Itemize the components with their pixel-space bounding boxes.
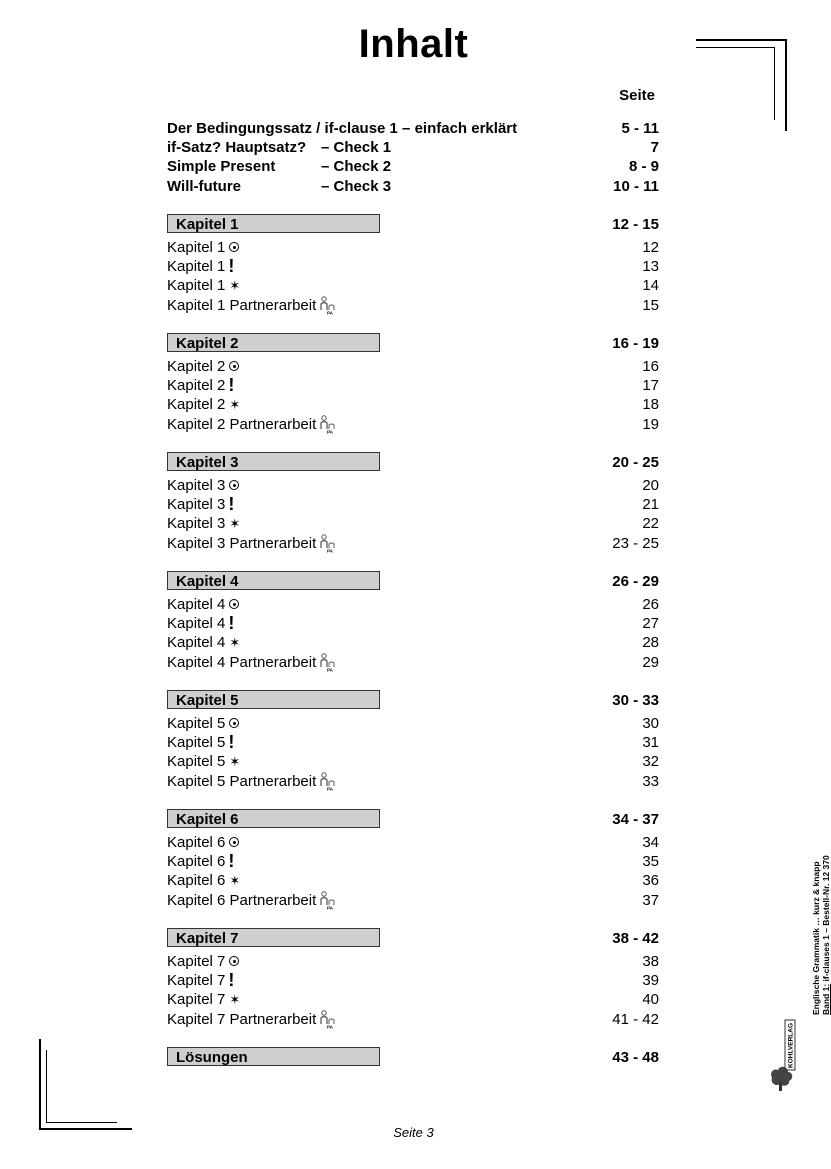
partner-work-icon (319, 534, 335, 553)
chapter-item-label-wrap (167, 714, 239, 733)
sidebar-series-title: Englische Grammatik … kurz & knapp (811, 861, 821, 1015)
target-icon (229, 599, 239, 609)
chapter-item-label: Kapitel 2 (167, 358, 226, 375)
chapter-item-page: 28 (642, 634, 659, 652)
chapter-item-label-wrap (167, 1010, 335, 1029)
chapter-page-range: 26 - 29 (612, 573, 659, 590)
chapter-item (167, 733, 659, 752)
chapter-item (167, 395, 659, 414)
chapter-item-label: Kapitel 7 (167, 953, 226, 970)
chapter-item-label: Kapitel 1 (167, 277, 226, 295)
target-icon (229, 837, 239, 847)
chapter-item-label: Kapitel 6 (167, 834, 226, 851)
sidebar-order-number: if-clauses 1 – Bestell-Nr. 12 370 (821, 855, 831, 984)
chapter-item (167, 357, 659, 376)
chapter-item-label: Kapitel 3 (167, 477, 226, 494)
chapter-item-label: Kapitel 5 (167, 715, 226, 732)
exclamation-icon: ! (228, 613, 235, 634)
chapter-item-label: Kapitel 1 Partnerarbeit (167, 296, 317, 314)
solutions-heading (167, 1048, 659, 1067)
solutions-title: Lösungen (176, 1049, 248, 1066)
chapter-item-page: 31 (642, 734, 659, 752)
chapter-item (167, 971, 659, 990)
chapter-item-label-wrap (167, 833, 239, 852)
chapter-item-label: Kapitel 2 (167, 377, 226, 395)
intro-label: if-Satz? Hauptsatz? (167, 139, 307, 157)
chapter-item-page: 32 (642, 753, 659, 771)
chapter-item-label-wrap (167, 495, 234, 514)
chapter-item-page: 26 (642, 596, 659, 613)
svg-text:PA: PA (327, 548, 334, 554)
intro-row (167, 119, 659, 138)
chapter-item-label-wrap (167, 476, 239, 495)
chapter-item-label-wrap (167, 595, 239, 614)
chapter-item-page: 22 (642, 515, 659, 533)
chapter-item-page: 17 (642, 377, 659, 395)
chapter-title: Kapitel 6 (176, 811, 239, 828)
chapter-item (167, 990, 659, 1009)
star-icon: ✶ (229, 992, 241, 1008)
exclamation-icon: ! (228, 970, 235, 991)
chapter-item (167, 376, 659, 395)
chapter-heading (167, 572, 659, 591)
chapter-item-label-wrap (167, 653, 335, 672)
chapter-title: Kapitel 7 (176, 930, 239, 947)
publisher-logo (768, 1020, 796, 1092)
chapter-item-label-wrap (167, 852, 234, 871)
svg-text:PA: PA (327, 667, 334, 673)
exclamation-icon: ! (228, 851, 235, 872)
intro-page-range: 5 - 11 (621, 120, 659, 137)
chapter-item-label-wrap (167, 415, 335, 434)
chapter-item-label: Kapitel 6 (167, 853, 226, 871)
exclamation-icon: ! (228, 494, 235, 515)
chapter-item-label-wrap (167, 952, 239, 971)
chapter-item-label: Kapitel 3 (167, 515, 226, 533)
intro-label: Simple Present (167, 158, 276, 176)
star-icon: ✶ (229, 873, 241, 889)
chapter-item (167, 871, 659, 890)
chapter-item-page: 34 (642, 834, 659, 851)
chapter-item-page: 35 (642, 853, 659, 871)
intro-label: Will-future (167, 177, 242, 195)
chapter-item-label-wrap (167, 871, 240, 890)
publisher-logo-text: KOHLVERLAG (787, 1022, 795, 1068)
chapter-page-range: 30 - 33 (612, 692, 659, 709)
intro-page-range: 10 - 11 (613, 177, 659, 195)
chapter-heading (167, 691, 659, 710)
chapter-item-page: 23 - 25 (612, 534, 659, 552)
chapter-item-page: 21 (642, 496, 659, 514)
target-icon (229, 956, 239, 966)
svg-text:PA: PA (327, 429, 334, 435)
chapter-item-label: Kapitel 3 Partnerarbeit (167, 534, 317, 552)
chapter-item-label-wrap (167, 534, 335, 553)
solutions-page-range: 43 - 48 (612, 1049, 659, 1066)
sidebar-band-label: Band 1: (821, 983, 831, 1015)
target-icon (229, 480, 239, 490)
partner-work-icon (319, 891, 335, 910)
chapter-item-page: 20 (642, 477, 659, 494)
chapter-item-label-wrap (167, 733, 234, 752)
chapter-item (167, 296, 659, 315)
chapter-item-label: Kapitel 4 (167, 615, 226, 633)
chapter-item-label-wrap (167, 357, 239, 376)
chapter-item (167, 276, 659, 295)
chapter-item (167, 772, 659, 791)
svg-text:PA: PA (327, 1024, 334, 1030)
chapter-item-label: Kapitel 3 (167, 496, 226, 514)
chapter-item (167, 514, 659, 533)
chapter-item-page: 29 (642, 653, 659, 671)
chapter-item-label: Kapitel 4 (167, 596, 226, 613)
target-icon (229, 242, 239, 252)
partner-work-icon (319, 1010, 335, 1029)
chapter-item-label: Kapitel 2 Partnerarbeit (167, 415, 317, 433)
page-column-header: Seite (619, 87, 655, 104)
star-icon: ✶ (229, 635, 241, 651)
star-icon: ✶ (229, 754, 241, 770)
chapter-item (167, 614, 659, 633)
chapter-item-label: Kapitel 7 (167, 972, 226, 990)
chapter-item-label: Kapitel 2 (167, 396, 226, 414)
chapter-title: Kapitel 5 (176, 692, 239, 709)
intro-row (167, 177, 659, 196)
chapter-item (167, 891, 659, 910)
page-title: Inhalt (358, 22, 469, 66)
chapter-item-page: 38 (642, 953, 659, 970)
chapter-heading (167, 810, 659, 829)
chapter-item-label-wrap (167, 772, 335, 791)
exclamation-icon: ! (228, 256, 235, 277)
chapter-item (167, 833, 659, 852)
chapter-item (167, 238, 659, 257)
chapter-item (167, 633, 659, 652)
chapter-title: Kapitel 3 (176, 454, 239, 471)
chapter-item-label-wrap (167, 296, 335, 315)
chapter-item-page: 19 (642, 415, 659, 433)
chapter-item-label: Kapitel 7 Partnerarbeit (167, 1010, 317, 1028)
chapter-item-label-wrap (167, 752, 240, 771)
chapter-item (167, 257, 659, 276)
target-icon (229, 361, 239, 371)
chapter-item-label-wrap (167, 395, 240, 414)
chapter-page-range: 12 - 15 (612, 216, 659, 233)
corner-frame-bottom-left-inner (46, 1050, 117, 1123)
partner-work-icon (319, 415, 335, 434)
exclamation-icon: ! (228, 732, 235, 753)
chapter-item-page: 16 (642, 358, 659, 375)
chapter-item (167, 415, 659, 434)
chapter-page-range: 16 - 19 (612, 335, 659, 352)
chapter-item (167, 952, 659, 971)
chapter-item-label-wrap (167, 990, 240, 1009)
chapter-page-range: 20 - 25 (612, 454, 659, 471)
chapter-item-page: 27 (642, 615, 659, 633)
chapter-item-label: Kapitel 7 (167, 991, 226, 1009)
partner-work-icon (319, 296, 335, 315)
corner-frame-top-right-inner (696, 47, 775, 120)
chapter-item (167, 595, 659, 614)
chapter-item-label-wrap (167, 238, 239, 257)
chapter-item-page: 30 (642, 715, 659, 732)
intro-page-range: 7 (650, 139, 659, 157)
chapter-item-page: 37 (642, 891, 659, 909)
chapter-item (167, 534, 659, 553)
chapter-item-page: 39 (642, 972, 659, 990)
chapter-heading (167, 929, 659, 948)
chapter-item (167, 1010, 659, 1029)
chapter-item (167, 495, 659, 514)
svg-text:PA: PA (327, 310, 334, 316)
partner-work-icon (319, 653, 335, 672)
intro-check-label: – Check 2 (321, 158, 392, 176)
chapter-item-label: Kapitel 4 Partnerarbeit (167, 653, 317, 671)
chapter-item-page: 36 (642, 872, 659, 890)
chapter-item (167, 852, 659, 871)
chapter-item-page: 33 (642, 772, 659, 790)
chapter-item-label-wrap (167, 891, 335, 910)
chapter-item-label: Kapitel 6 (167, 872, 226, 890)
chapter-item-page: 12 (642, 239, 659, 256)
chapter-item-page: 13 (642, 258, 659, 276)
chapter-page-range: 34 - 37 (612, 811, 659, 828)
chapter-item (167, 653, 659, 672)
page-number-footer: Seite 3 (393, 1125, 434, 1140)
chapter-item-page: 14 (642, 277, 659, 295)
chapter-item-label-wrap (167, 257, 234, 276)
chapter-item (167, 714, 659, 733)
chapter-heading (167, 453, 659, 472)
chapter-heading (167, 215, 659, 234)
chapter-item-label-wrap (167, 633, 240, 652)
svg-text:PA: PA (327, 786, 334, 792)
chapter-item-label: Kapitel 4 (167, 634, 226, 652)
chapter-title: Kapitel 1 (176, 216, 239, 233)
chapter-page-range: 38 - 42 (612, 930, 659, 947)
intro-check-label: – Check 3 (321, 177, 392, 195)
chapter-item-label-wrap (167, 614, 234, 633)
partner-work-icon (319, 772, 335, 791)
chapter-title: Kapitel 4 (176, 573, 239, 590)
chapter-item-label: Kapitel 5 Partnerarbeit (167, 772, 317, 790)
chapter-item-label: Kapitel 5 (167, 753, 226, 771)
chapter-item-label: Kapitel 5 (167, 734, 226, 752)
intro-page-range: 8 - 9 (628, 158, 659, 176)
chapter-item-label-wrap (167, 276, 240, 295)
target-icon (229, 718, 239, 728)
intro-row (167, 157, 659, 176)
chapter-item-label: Kapitel 6 Partnerarbeit (167, 891, 317, 909)
chapter-item-page: 15 (642, 296, 659, 314)
star-icon: ✶ (229, 397, 241, 413)
exclamation-icon: ! (228, 375, 235, 396)
svg-text:PA: PA (327, 905, 334, 911)
chapter-item (167, 476, 659, 495)
chapter-heading (167, 334, 659, 353)
chapter-item-page: 40 (642, 991, 659, 1009)
chapter-item-page: 41 - 42 (612, 1010, 659, 1028)
chapter-item-label-wrap (167, 971, 234, 990)
chapter-item-label: Kapitel 1 (167, 239, 226, 256)
star-icon: ✶ (229, 516, 241, 532)
intro-row (167, 138, 659, 157)
chapter-title: Kapitel 2 (176, 335, 239, 352)
star-icon: ✶ (229, 278, 241, 294)
intro-check-label: – Check 1 (321, 139, 392, 157)
sidebar-publication-info (811, 805, 831, 1015)
sidebar-band-info (821, 805, 831, 1015)
chapter-item-label: Kapitel 1 (167, 258, 226, 276)
intro-label: Der Bedingungssatz / if-clause 1 – einfach erklärt (167, 120, 518, 137)
chapter-item-label-wrap (167, 376, 234, 395)
chapter-item-page: 18 (642, 396, 659, 414)
chapter-item-label-wrap (167, 514, 240, 533)
chapter-item (167, 752, 659, 771)
